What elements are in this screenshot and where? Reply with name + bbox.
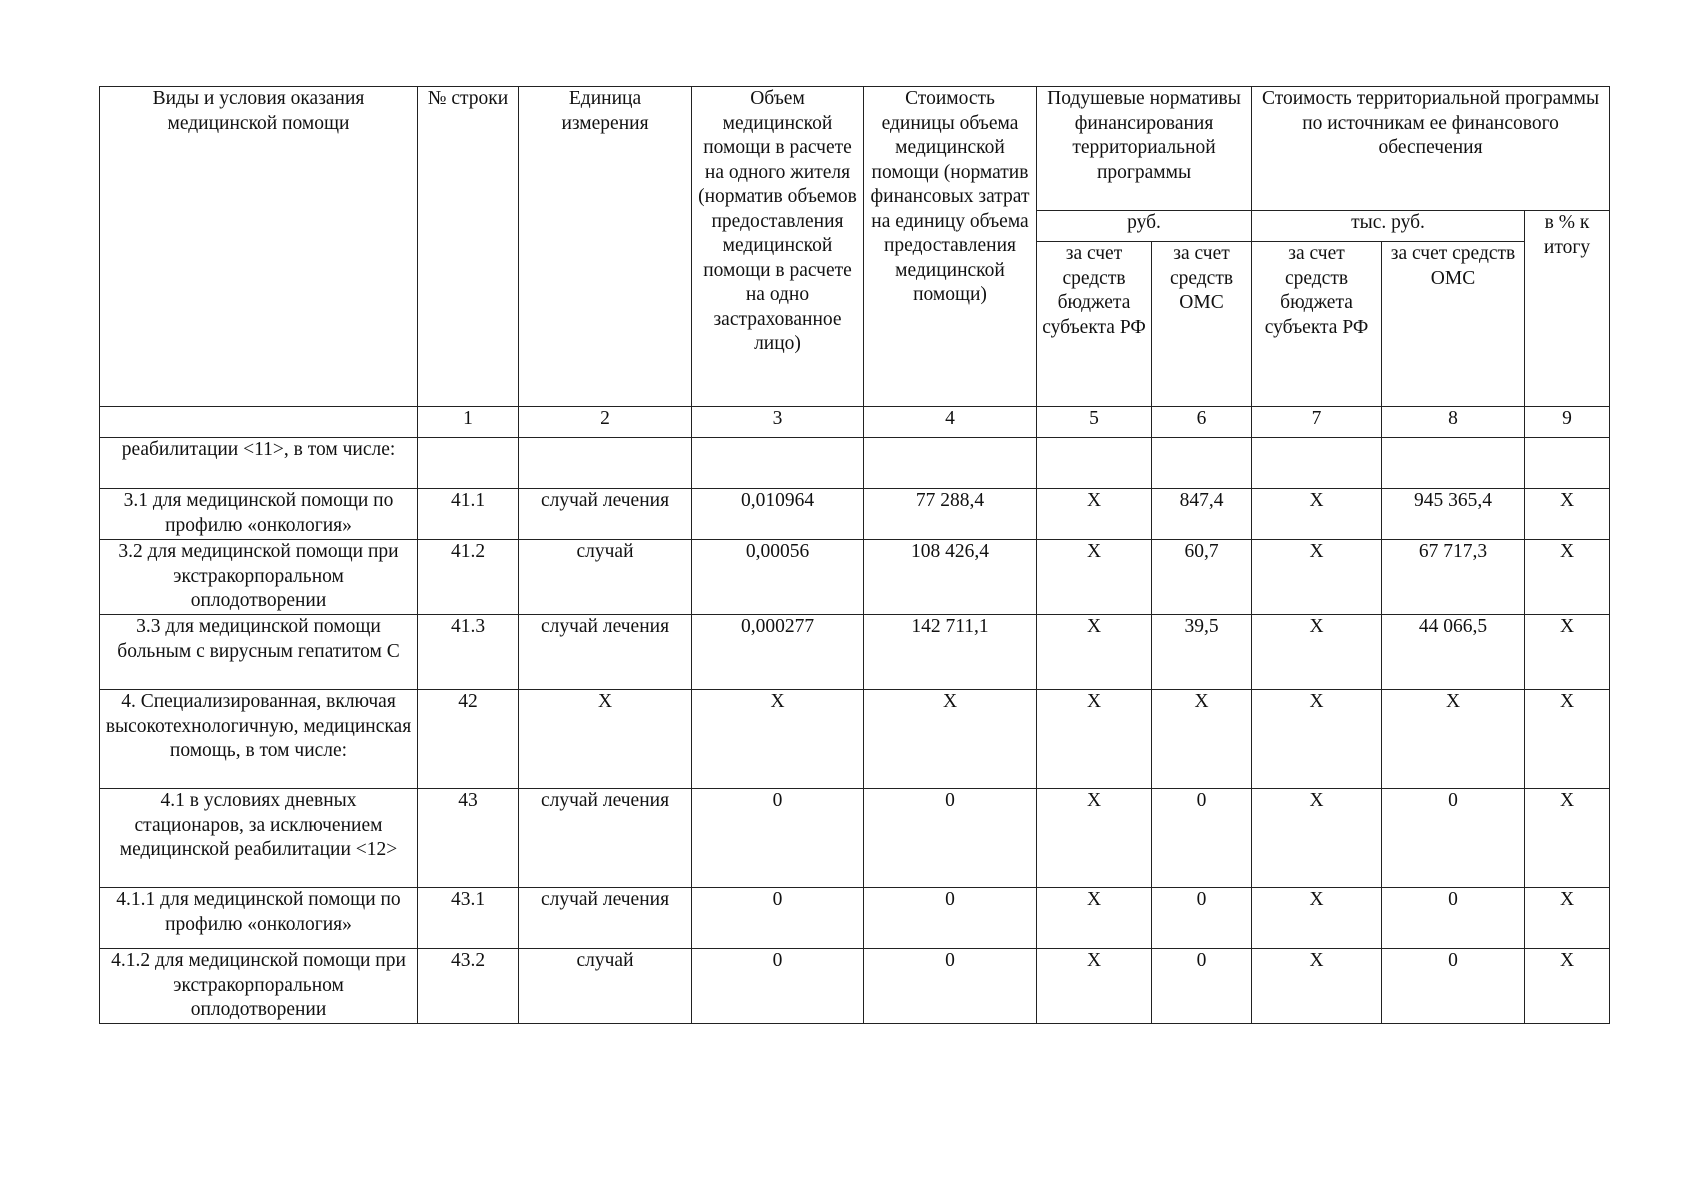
row-unit: случай: [519, 540, 692, 615]
row-oms-thousand: 945 365,4: [1382, 489, 1525, 540]
row-unit: случай лечения: [519, 615, 692, 690]
row-unit-cost: 77 288,4: [864, 489, 1037, 540]
row-oms-thousand: Х: [1382, 690, 1525, 789]
row-oms: [1152, 438, 1252, 489]
row-unit-cost: Х: [864, 690, 1037, 789]
row-line-number: 41.3: [418, 615, 519, 690]
row-unit-cost: 108 426,4: [864, 540, 1037, 615]
table-row: [100, 489, 1610, 540]
row-budget-rf: Х: [1037, 888, 1152, 949]
row-care-type: реабилитации <11>, в том числе:: [100, 438, 418, 489]
row-oms: 39,5: [1152, 615, 1252, 690]
row-care-type: 3.3 для медицинской помощи больным с вирусным гепатитом С: [100, 615, 418, 690]
header-per-capita: Подушевые нормативы финансирования территориальной программы: [1037, 87, 1252, 211]
header-budget-rf-thousand: за счет средств бюджета субъекта РФ: [1252, 242, 1382, 407]
row-volume: [692, 438, 864, 489]
row-unit: случай: [519, 949, 692, 1024]
column-number: 2: [519, 407, 692, 438]
header-line-number: № строки: [418, 87, 519, 407]
row-care-type: 3.1 для медицинской помощи по профилю «онкология»: [100, 489, 418, 540]
header-oms: за счет средств ОМС: [1152, 242, 1252, 407]
row-oms: 847,4: [1152, 489, 1252, 540]
row-line-number: 41.1: [418, 489, 519, 540]
row-line-number: 41.2: [418, 540, 519, 615]
row-budget-rf: Х: [1037, 789, 1152, 888]
row-volume: 0,000277: [692, 615, 864, 690]
header-unit: Единица измерения: [519, 87, 692, 407]
row-volume: 0: [692, 888, 864, 949]
row-unit-cost: 0: [864, 949, 1037, 1024]
row-percent: Х: [1525, 489, 1610, 540]
row-oms: 0: [1152, 789, 1252, 888]
header-unit-cost: Стоимость единицы объема медицинской помощи (норматив финансовых затрат на единицу объема предоставления медицинской помощи): [864, 87, 1037, 407]
row-oms: 60,7: [1152, 540, 1252, 615]
table-row: [100, 540, 1610, 615]
header-percent: в % к итогу: [1525, 211, 1610, 407]
column-number: 8: [1382, 407, 1525, 438]
row-budget-rf-thousand: Х: [1252, 789, 1382, 888]
row-line-number: 43.1: [418, 888, 519, 949]
row-percent: Х: [1525, 540, 1610, 615]
column-number: 6: [1152, 407, 1252, 438]
header-volume: Объем медицинской помощи в расчете на одного жителя (норматив объемов предоставления медицинской помощи в расчете на одно застрахованное лицо): [692, 87, 864, 407]
table-row: [100, 789, 1610, 888]
column-number-row: [100, 407, 1610, 438]
table-row: [100, 615, 1610, 690]
header-budget-rf: за счет средств бюджета субъекта РФ: [1037, 242, 1152, 407]
column-number: 5: [1037, 407, 1152, 438]
row-oms-thousand: 0: [1382, 949, 1525, 1024]
row-oms-thousand: 0: [1382, 789, 1525, 888]
row-unit: случай лечения: [519, 888, 692, 949]
row-unit: [519, 438, 692, 489]
row-budget-rf-thousand: Х: [1252, 888, 1382, 949]
row-budget-rf-thousand: Х: [1252, 489, 1382, 540]
row-unit-cost: 0: [864, 888, 1037, 949]
row-percent: Х: [1525, 789, 1610, 888]
row-budget-rf-thousand: Х: [1252, 615, 1382, 690]
row-budget-rf: Х: [1037, 615, 1152, 690]
table-row: [100, 690, 1610, 789]
column-number: 1: [418, 407, 519, 438]
row-line-number: 43.2: [418, 949, 519, 1024]
row-budget-rf: Х: [1037, 949, 1152, 1024]
financing-table: [99, 86, 1610, 1024]
row-budget-rf-thousand: Х: [1252, 690, 1382, 789]
row-oms-thousand: 0: [1382, 888, 1525, 949]
row-budget-rf-thousand: Х: [1252, 949, 1382, 1024]
header-care-type: Виды и условия оказания медицинской помощи: [100, 87, 418, 407]
row-care-type: 3.2 для медицинской помощи при экстракорпоральном оплодотворении: [100, 540, 418, 615]
table-row: [100, 438, 1610, 489]
row-oms-thousand: [1382, 438, 1525, 489]
row-volume: 0: [692, 949, 864, 1024]
row-volume: 0: [692, 789, 864, 888]
row-oms-thousand: 67 717,3: [1382, 540, 1525, 615]
row-unit-cost: 142 711,1: [864, 615, 1037, 690]
header-rub: руб.: [1037, 211, 1252, 242]
row-line-number: 43: [418, 789, 519, 888]
row-percent: Х: [1525, 888, 1610, 949]
row-line-number: [418, 438, 519, 489]
row-oms: 0: [1152, 949, 1252, 1024]
row-unit: случай лечения: [519, 789, 692, 888]
table-row: [100, 949, 1610, 1024]
header-oms-thousand: за счет средств ОМС: [1382, 242, 1525, 407]
row-budget-rf: [1037, 438, 1152, 489]
row-budget-rf: Х: [1037, 540, 1152, 615]
row-budget-rf-thousand: [1252, 438, 1382, 489]
column-number: 4: [864, 407, 1037, 438]
header-territorial-cost: Стоимость территориальной программы по источникам ее финансового обеспечения: [1252, 87, 1610, 211]
row-unit: Х: [519, 690, 692, 789]
row-oms-thousand: 44 066,5: [1382, 615, 1525, 690]
row-percent: Х: [1525, 690, 1610, 789]
column-number: 7: [1252, 407, 1382, 438]
header-thousand-rub: тыс. руб.: [1252, 211, 1525, 242]
column-number: 9: [1525, 407, 1610, 438]
row-oms: Х: [1152, 690, 1252, 789]
row-volume: Х: [692, 690, 864, 789]
row-budget-rf: Х: [1037, 489, 1152, 540]
row-unit-cost: 0: [864, 789, 1037, 888]
row-unit: случай лечения: [519, 489, 692, 540]
row-budget-rf: Х: [1037, 690, 1152, 789]
row-volume: 0,00056: [692, 540, 864, 615]
row-care-type: 4.1.2 для медицинской помощи при экстракорпоральном оплодотворении: [100, 949, 418, 1024]
row-care-type: 4.1.1 для медицинской помощи по профилю «онкология»: [100, 888, 418, 949]
row-care-type: 4. Специализированная, включая высокотехнологичную, медицинская помощь, в том числе:: [100, 690, 418, 789]
row-unit-cost: [864, 438, 1037, 489]
row-oms: 0: [1152, 888, 1252, 949]
row-care-type: 4.1 в условиях дневных стационаров, за исключением медицинской реабилитации <12>: [100, 789, 418, 888]
column-number: 3: [692, 407, 864, 438]
row-budget-rf-thousand: Х: [1252, 540, 1382, 615]
column-number: [100, 407, 418, 438]
row-volume: 0,010964: [692, 489, 864, 540]
row-line-number: 42: [418, 690, 519, 789]
row-percent: [1525, 438, 1610, 489]
row-percent: Х: [1525, 949, 1610, 1024]
row-percent: Х: [1525, 615, 1610, 690]
table-row: [100, 888, 1610, 949]
